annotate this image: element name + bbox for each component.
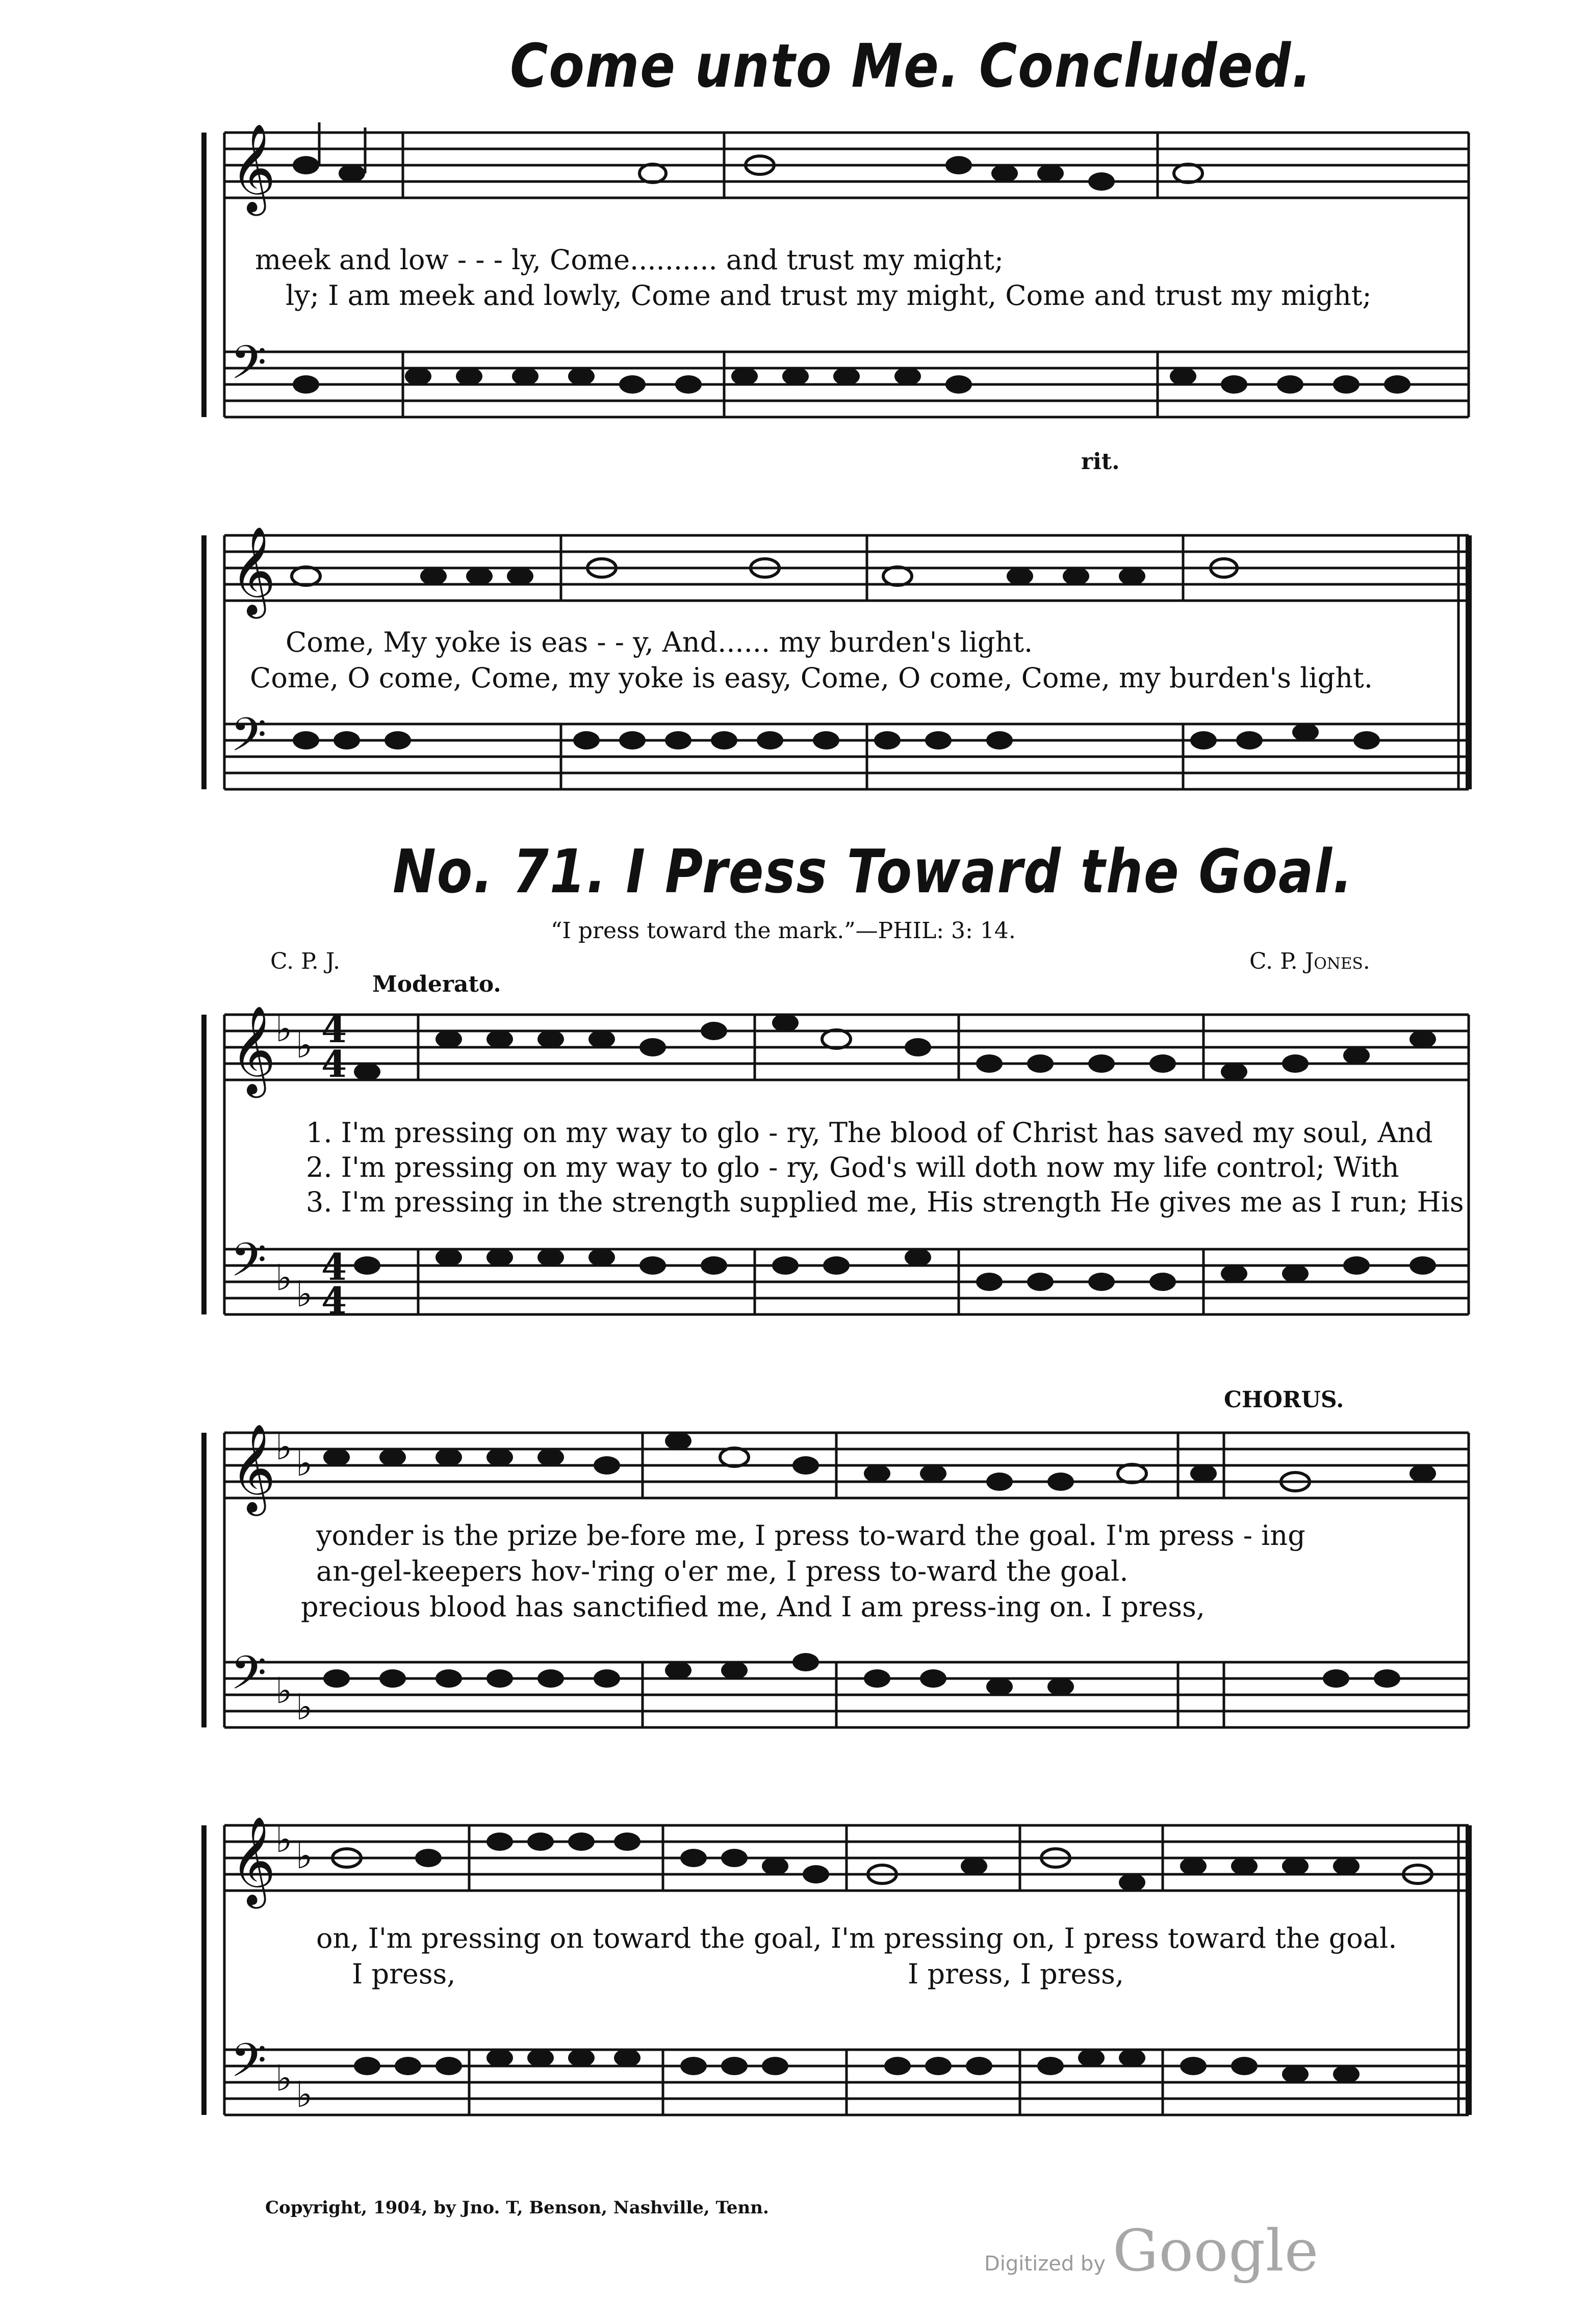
svg-text:♭: ♭ xyxy=(275,1008,293,1050)
google-watermark xyxy=(984,2218,1319,2284)
svg-text:𝄢: 𝄢 xyxy=(230,708,267,773)
svg-text:♭: ♭ xyxy=(296,1835,313,1877)
watermark-prefix: Digitized by xyxy=(984,2252,1106,2276)
press-system3-line1: on, I'm pressing on toward the goal, I'm pressing on, I press toward the goal. xyxy=(316,1922,1397,1954)
press-system2-verse1: yonder is the prize be-fore me, I press to-ward the goal. I'm press - ing xyxy=(316,1519,1305,1552)
author-left: C. P. J. xyxy=(270,948,340,974)
press-system2-staves xyxy=(0,1423,1589,1881)
bass-time-top: 4 xyxy=(321,1245,347,1288)
google-logo: Google xyxy=(1113,2218,1319,2284)
press-system3-line2b: I press, I press, xyxy=(908,1958,1124,1990)
press-system3-line2a: I press, xyxy=(352,1958,456,1990)
svg-text:♭: ♭ xyxy=(296,2074,313,2115)
svg-text:𝄞: 𝄞 xyxy=(230,526,276,615)
rit-marking: rit. xyxy=(1081,449,1120,475)
press-system1-verse1: 1. I'm pressing on my way to glo - ry, The blood of Christ has saved my soul, And xyxy=(306,1117,1433,1149)
svg-text:𝄢: 𝄢 xyxy=(230,1646,267,1711)
come-system1-verse1: meek and low - - - ly, Come.......... and trust my might; xyxy=(255,244,1004,276)
svg-text:♭: ♭ xyxy=(296,1442,313,1484)
copyright-notice: Copyright, 1904, by Jno. T, Benson, Nashville, Tenn. xyxy=(265,2198,769,2218)
come-system1-verse2: ly; I am meek and lowly, Come and trust my might, Come and trust my might; xyxy=(286,279,1372,312)
svg-text:♭: ♭ xyxy=(275,1670,293,1712)
svg-text:𝄢: 𝄢 xyxy=(230,335,267,401)
press-system1-staves xyxy=(0,1004,1589,1463)
press-system2-verse3: precious blood has sanctified me, And I am press-ing on. I press, xyxy=(301,1591,1205,1623)
svg-text:♭: ♭ xyxy=(296,1686,313,1728)
tempo-marking: Moderato. xyxy=(372,971,501,997)
come-unto-me-system1-staves xyxy=(0,122,1589,581)
svg-text:𝄢: 𝄢 xyxy=(230,1233,267,1298)
svg-text:♭: ♭ xyxy=(275,1257,293,1299)
svg-text:♭: ♭ xyxy=(275,2057,293,2099)
section1-title: Come unto Me. Concluded. xyxy=(510,31,1313,101)
svg-text:𝄞: 𝄞 xyxy=(230,1816,276,1905)
press-system2-verse2: an-gel-keepers hov-'ring o'er me, I press to-ward the goal. xyxy=(316,1555,1129,1587)
scripture-reference: “I press toward the mark.”—PHIL: 3: 14. xyxy=(551,918,1016,944)
section2-title: No. 71. I Press Toward the Goal. xyxy=(393,836,1353,907)
treble-time-bottom: 4 xyxy=(321,1042,347,1086)
svg-text:♭: ♭ xyxy=(275,1819,293,1861)
press-system1-verse2: 2. I'm pressing on my way to glo - ry, God's will doth now my life control; With xyxy=(306,1151,1399,1183)
press-system1-verse3: 3. I'm pressing in the strength supplied me, His strength He gives me as I run; His xyxy=(306,1186,1464,1218)
svg-text:𝄞: 𝄞 xyxy=(230,1005,276,1094)
svg-text:♭: ♭ xyxy=(275,1426,293,1468)
chorus-label: CHORUS. xyxy=(1224,1387,1344,1413)
come-system2-verse1: Come, My yoke is eas - - y, And...... my burden's light. xyxy=(286,626,1033,658)
svg-text:𝄞: 𝄞 xyxy=(230,1424,276,1512)
press-system3-staves xyxy=(0,1815,1589,2274)
svg-text:♭: ♭ xyxy=(296,1024,313,1066)
bass-time-bottom: 4 xyxy=(321,1279,347,1322)
svg-text:𝄢: 𝄢 xyxy=(230,2033,267,2099)
svg-text:♭: ♭ xyxy=(296,1273,313,1315)
treble-time-top: 4 xyxy=(321,1008,347,1051)
come-unto-me-system2-staves xyxy=(0,525,1589,984)
author-right: C. P. Jones. xyxy=(1249,948,1370,974)
come-system2-verse2: Come, O come, Come, my yoke is easy, Come, O come, Come, my burden's light. xyxy=(250,662,1373,694)
svg-text:𝄞: 𝄞 xyxy=(230,123,276,212)
